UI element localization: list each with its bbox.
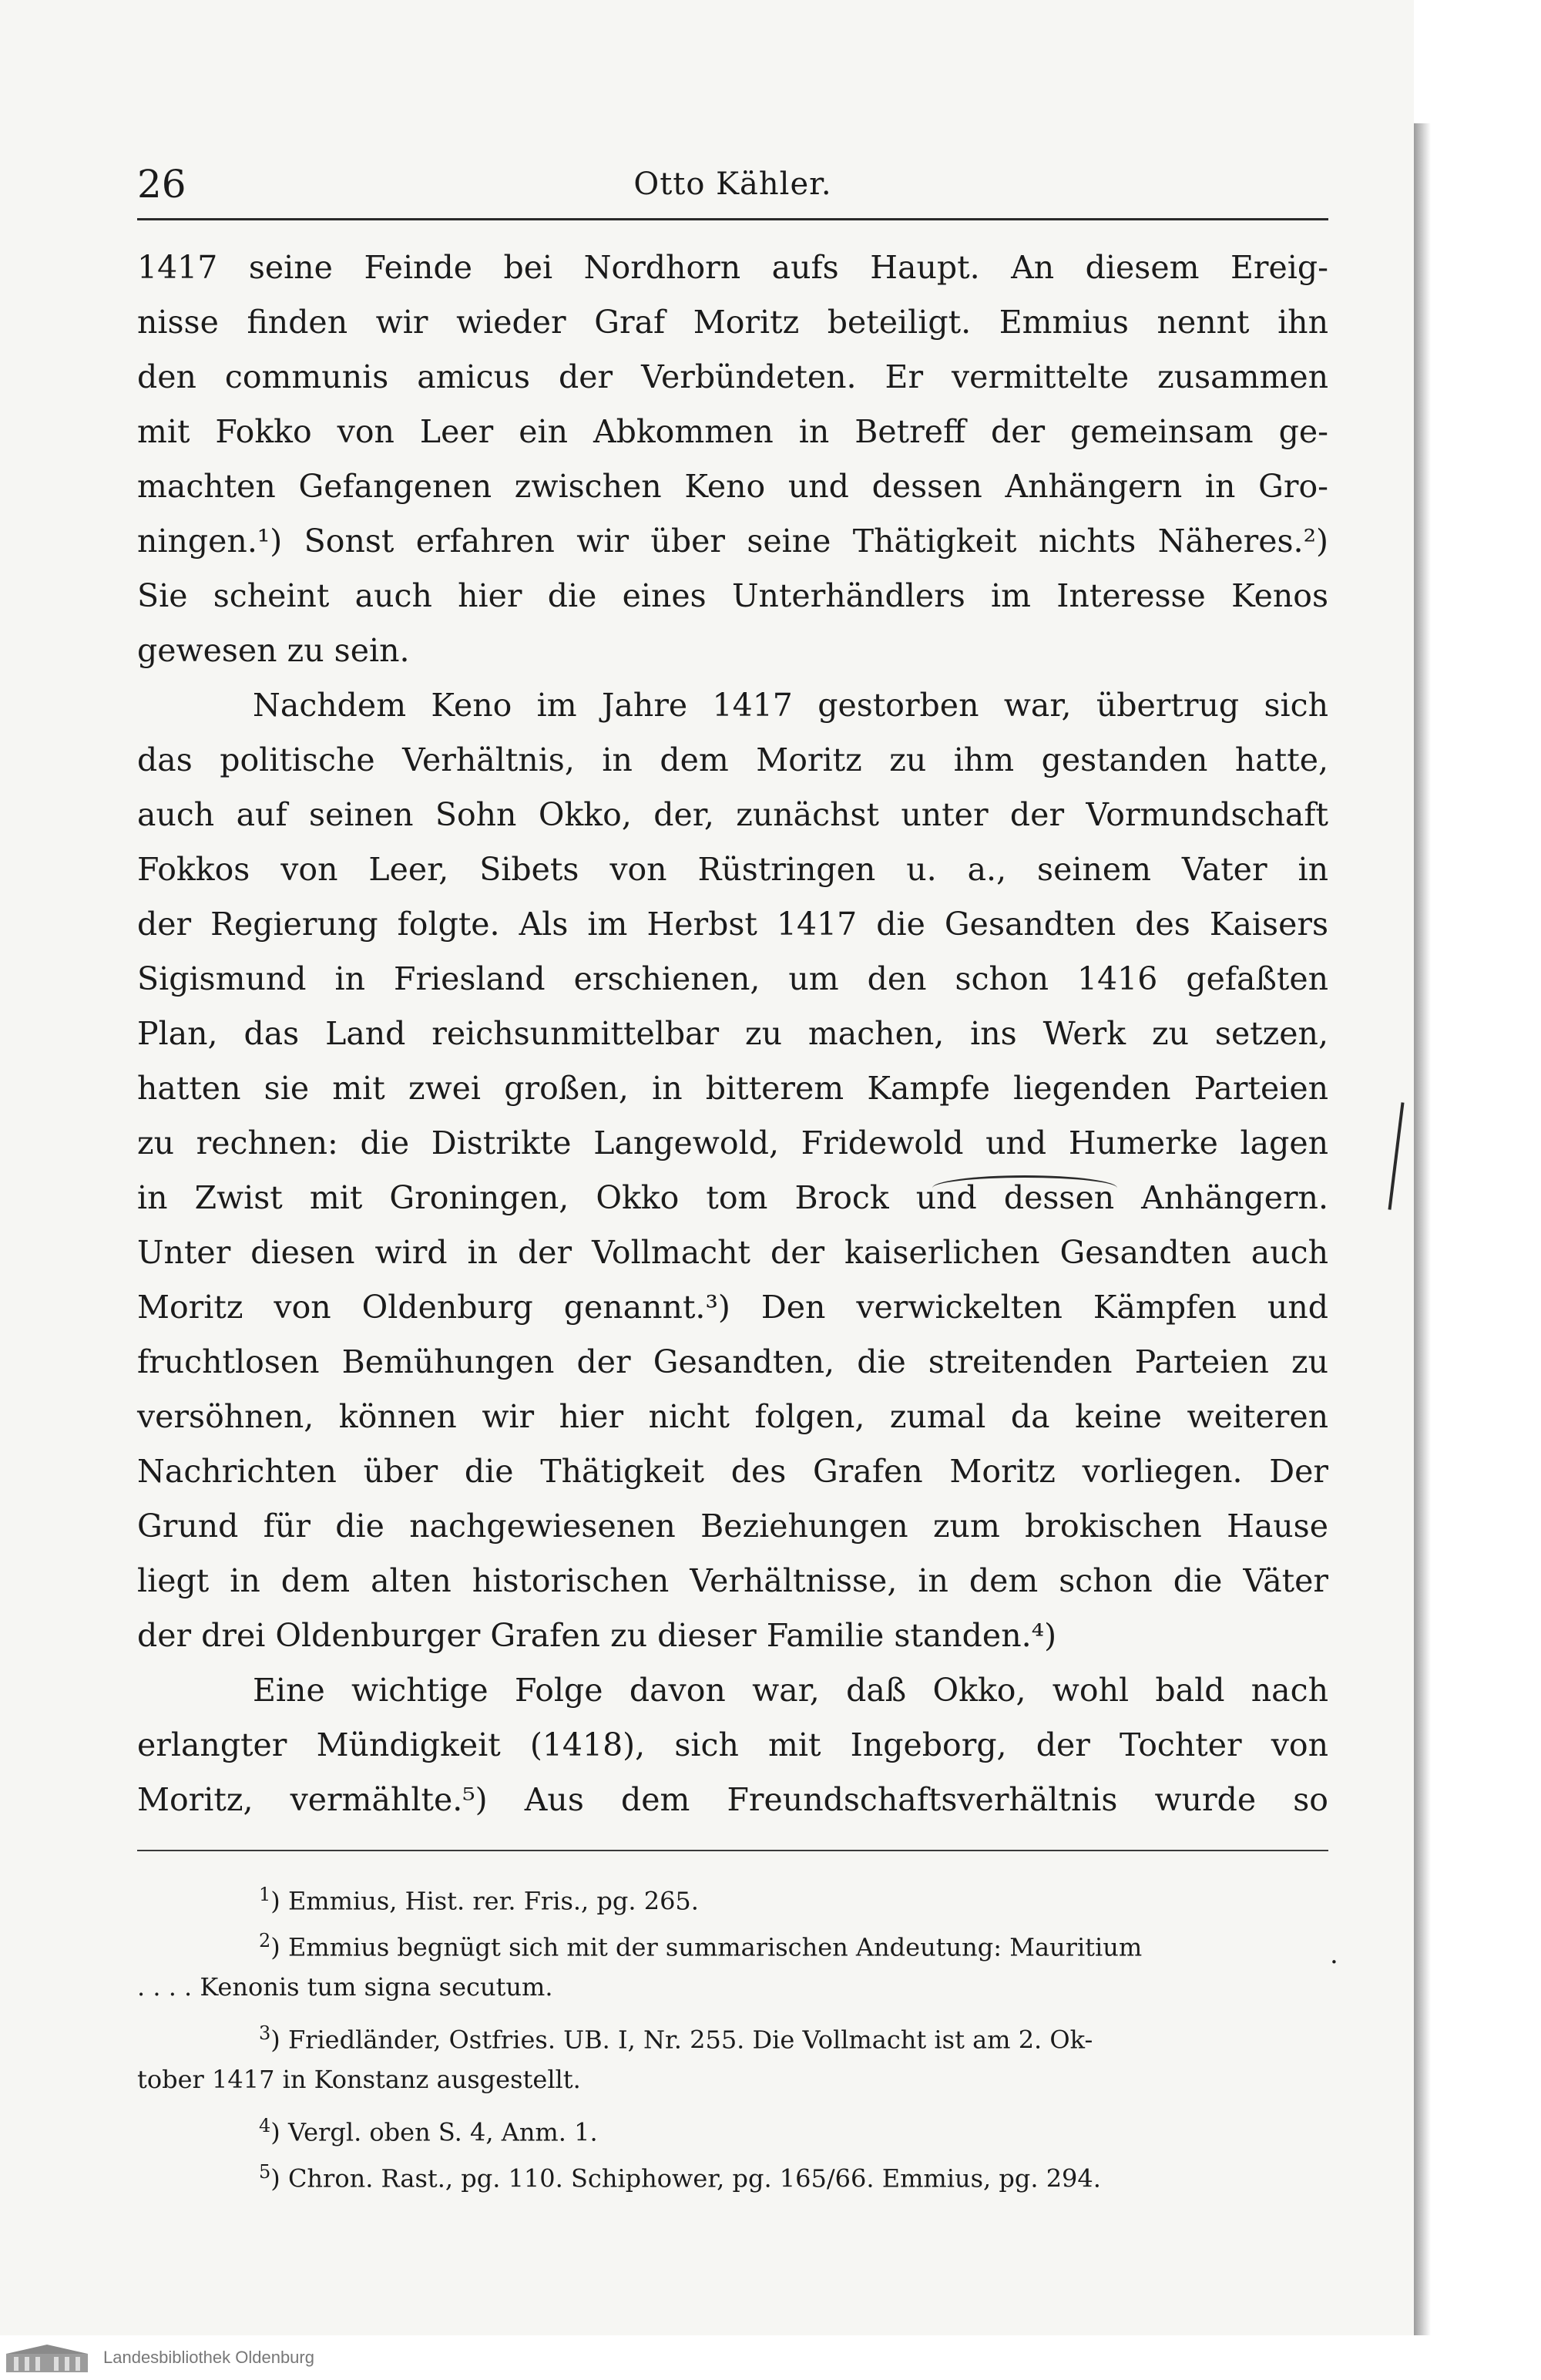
footnote-text: Friedländer, Ostfries. UB. I, Nr. 255. Die Vollmacht ist am 2. Ok- xyxy=(287,2025,1093,2055)
text-line: den communis amicus der Verbündeten. Er vermittelte zusammen xyxy=(137,358,1328,395)
paragraph xyxy=(137,678,1328,1663)
text-line: der Regierung folgte. Als im Herbst 1417 die Gesandten des Kaisers xyxy=(137,906,1328,943)
footnote-text: Vergl. oben S. 4, Anm. 1. xyxy=(287,2117,598,2147)
footnote-line: $^2$) Emmius begnügt sich mit der summarischen Andeutung: Mauritium xyxy=(259,1930,1143,1962)
page-number: 26 xyxy=(137,162,186,207)
footnote-line: $^1$) Emmius, Hist. rer. Fris., pg. 265. xyxy=(259,1884,699,1916)
text-line: Moritz, vermählte.⁵) Aus dem Freundschaftsverhältnis wurde so xyxy=(137,1781,1328,1818)
footnote-text: Chron. Rast., pg. 110. Schiphower, pg. 165/66. Emmius, pg. 294. xyxy=(287,2163,1101,2193)
text-line: zu rechnen: die Distrikte Langewold, Fridewold und Humerke lagen xyxy=(137,1124,1328,1161)
text-line: ningen.¹) Sonst erfahren wir über seine Thätigkeit nichts Näheres.²) xyxy=(137,523,1328,560)
running-title: Otto Kähler. xyxy=(633,166,832,202)
text-line: erlangter Mündigkeit (1418), sich mit Ingeborg, der Tochter von xyxy=(137,1726,1328,1763)
footnote-text: Emmius begnügt sich mit der summarischen Andeutung: Mauritium xyxy=(287,1932,1143,1962)
text-line: machten Gefangenen zwischen Keno und dessen Anhängern in Gro- xyxy=(137,468,1328,505)
text-line: 1417 seine Feinde bei Nordhorn aufs Haupt. An diesem Ereig- xyxy=(137,249,1328,286)
footnote-line: . . . . Kenonis tum signa secutum. xyxy=(137,1972,553,2002)
footnote-number: 5 xyxy=(259,2161,271,2183)
text-line: gewesen zu sein. xyxy=(137,632,410,669)
text-line: liegt in dem alten historischen Verhältnisse, in dem schon die Väter xyxy=(137,1562,1328,1599)
text-line: Plan, das Land reichsunmittelbar zu machen, ins Werk zu setzen, xyxy=(137,1015,1328,1052)
text-line: Sie scheint auch hier die eines Unterhändlers im Interesse Kenos xyxy=(137,577,1328,614)
text-line: Sigismund in Friesland erschienen, um den schon 1416 gefaßten xyxy=(137,960,1328,997)
footnote-line: $^4$) Vergl. oben S. 4, Anm. 1. xyxy=(259,2115,598,2147)
text-line: Nachdem Keno im Jahre 1417 gestorben war, übertrug sich xyxy=(253,687,1328,724)
footnote-number: 3 xyxy=(259,2022,271,2044)
paragraph xyxy=(137,1663,1328,1827)
handwritten-underline xyxy=(932,1175,1117,1201)
page-edge-shadow xyxy=(1414,123,1431,2335)
text-line: Unter diesen wird in der Vollmacht der kaiserlichen Gesandten auch xyxy=(137,1234,1328,1271)
text-line: nisse finden wir wieder Graf Moritz beteiligt. Emmius nennt ihn xyxy=(137,304,1328,341)
text-line: fruchtlosen Bemühungen der Gesandten, die streitenden Parteien zu xyxy=(137,1343,1328,1380)
footnote-rule xyxy=(137,1850,1328,1851)
library-name: Landesbibliothek Oldenburg xyxy=(103,2348,314,2367)
page-header xyxy=(137,162,1328,216)
text-line: versöhnen, können wir hier nicht folgen, zumal da keine weiteren xyxy=(137,1398,1328,1435)
footnote-line: $^5$) Chron. Rast., pg. 110. Schiphower, pg. 165/66. Emmius, pg. 294. xyxy=(259,2161,1101,2193)
margin-dot: . xyxy=(1330,1939,1338,1970)
text-line: auch auf seinen Sohn Okko, der, zunächst unter der Vormundschaft xyxy=(137,796,1328,833)
text-line: Eine wichtige Folge davon war, daß Okko, wohl bald nach xyxy=(253,1672,1328,1709)
text-line: mit Fokko von Leer ein Abkommen in Betreff der gemeinsam ge- xyxy=(137,413,1328,450)
footnote-line: tober 1417 in Konstanz ausgestellt. xyxy=(137,2065,581,2094)
text-line: Nachrichten über die Thätigkeit des Grafen Moritz vorliegen. Der xyxy=(137,1453,1328,1490)
footnote-line: $^3$) Friedländer, Ostfries. UB. I, Nr. 255. Die Vollmacht ist am 2. Ok- xyxy=(259,2022,1093,2055)
footnote-number: 4 xyxy=(259,2115,271,2136)
library-building-icon xyxy=(5,2343,89,2374)
text-line: in Zwist mit Groningen, Okko tom Brock und dessen Anhängern. xyxy=(137,1179,1328,1216)
paragraph xyxy=(137,240,1328,678)
text-line: Moritz von Oldenburg genannt.³) Den verwickelten Kämpfen und xyxy=(137,1289,1328,1326)
header-rule xyxy=(137,218,1328,220)
text-line: das politische Verhältnis, in dem Moritz zu ihm gestanden hatte, xyxy=(137,741,1328,778)
text-line: Grund für die nachgewiesenen Beziehungen zum brokischen Hause xyxy=(137,1508,1328,1545)
footnotes xyxy=(137,1871,1328,2195)
footnote-number: 1 xyxy=(259,1884,271,1905)
text-line: Fokkos von Leer, Sibets von Rüstringen u. a., seinem Vater in xyxy=(137,851,1328,888)
footnote-number: 2 xyxy=(259,1930,271,1951)
library-footer xyxy=(0,2335,1541,2380)
text-line: hatten sie mit zwei großen, in bitterem Kampfe liegenden Parteien xyxy=(137,1070,1328,1107)
text-line: der drei Oldenburger Grafen zu dieser Familie standen.⁴) xyxy=(137,1617,1057,1654)
body-text xyxy=(137,240,1328,1827)
footnote-text: Emmius, Hist. rer. Fris., pg. 265. xyxy=(287,1886,699,1916)
handwritten-margin-mark xyxy=(1388,1102,1404,1209)
